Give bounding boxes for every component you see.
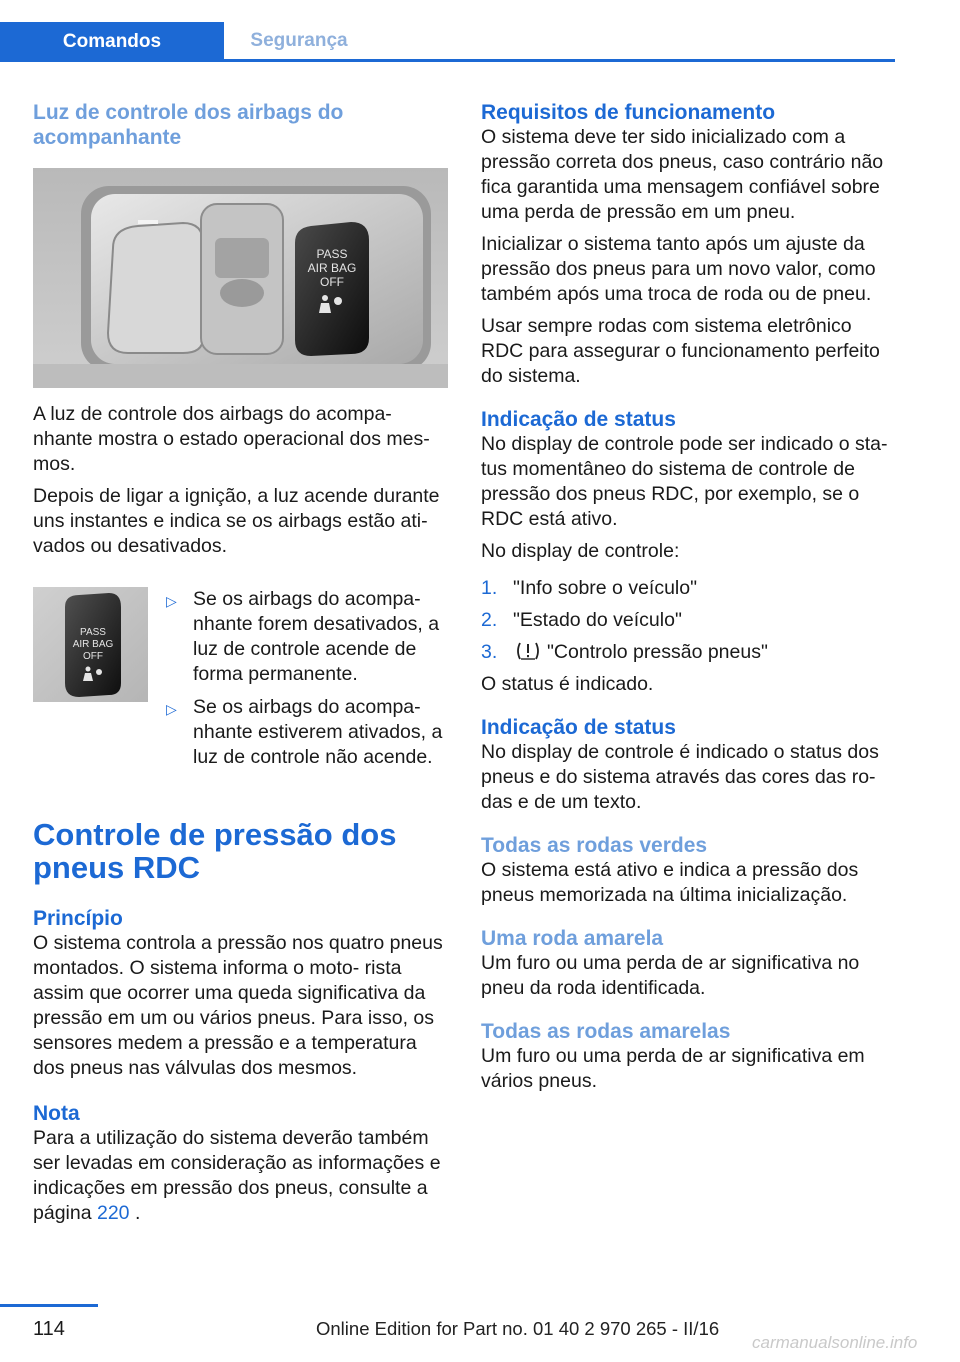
- status-heading-2: Indicação de status: [481, 716, 676, 739]
- tab-comandos[interactable]: Comandos: [0, 22, 224, 62]
- list-item: [481, 576, 899, 601]
- status2-p1: No display de controle é indicado o status dos pneus e do sistema através das cores das ro‐ das e de um texto.: [481, 741, 879, 813]
- principle-heading: Princípio: [33, 907, 123, 930]
- airbag-off-thumbnail: [33, 587, 148, 702]
- airbag-light-p1: A luz de controle dos airbags do acompa‐ nhante mostra o estado operacional dos mes‐ mos.: [33, 403, 430, 475]
- step-text: "Info sobre o veículo": [513, 577, 698, 599]
- all-yellow-wheels-heading: Todas as rodas amarelas: [481, 1020, 731, 1043]
- triangle-bullet-icon: ▷: [166, 593, 177, 609]
- requirements-heading: Requisitos de funcionamento: [481, 101, 776, 124]
- one-yellow-wheel-text: Um furo ou uma perda de ar significativa no pneu da roda identificada.: [481, 952, 860, 999]
- photo-label-line2: AIR BAG: [307, 261, 357, 275]
- watermark: carmanualsonline.info: [752, 1333, 918, 1352]
- triangle-bullet-icon: ▷: [166, 701, 177, 717]
- tire-pressure-warning-icon: [515, 641, 541, 661]
- note-text: [33, 1126, 448, 1226]
- note-text-end: .: [129, 1202, 141, 1224]
- page-number: 114: [33, 1318, 65, 1340]
- green-wheels-text: O sistema está ativo e indica a pressão dos pneus memorizada na última inicialização.: [481, 859, 859, 906]
- step-number: 3.: [481, 641, 498, 663]
- status1-p2: No display de controle:: [481, 540, 680, 562]
- airbag-switch-photo: [33, 168, 448, 388]
- airbag-light-heading: Luz de controle dos airbags do acompanhante: [33, 101, 344, 149]
- list-item: [481, 640, 899, 665]
- left-column: [33, 100, 448, 1233]
- airbag-status-bullets: [166, 587, 448, 778]
- note-heading: Nota: [33, 1102, 80, 1125]
- photo-label-line1: PASS: [316, 247, 348, 261]
- right-column: [481, 100, 899, 1101]
- step-number: 2.: [481, 609, 498, 631]
- edition-note: Online Edition for Part no. 01 40 2 970 265 - II/16: [316, 1318, 720, 1339]
- requirements-p3: Usar sempre rodas com sistema eletrônico RDC para assegurar o funcionamento perfeito do sistema.: [481, 315, 880, 387]
- bullet-text: Se os airbags do acompa‐ nhante estiverem ativados, a luz de controle não acende.: [193, 696, 443, 768]
- step-text: "Controlo pressão pneus": [547, 641, 768, 663]
- list-item: [166, 695, 448, 770]
- step-text: "Estado do veículo": [513, 609, 682, 631]
- thumb-label-line2: AIR BAG: [72, 639, 114, 650]
- list-item: [481, 608, 899, 633]
- all-yellow-wheels-text: Um furo ou uma perda de ar significativa em vários pneus.: [481, 1045, 865, 1092]
- principle-text: O sistema controla a pressão nos quatro pneus montados. O sistema informa o moto‐ rista assim que ocorrer uma queda significativa da pressão em um ou vários pneus. Para isso, os sensores medem a pressão e a temperatura dos pneus nas válvulas dos mesmos.: [33, 932, 443, 1079]
- green-wheels-heading: Todas as rodas verdes: [481, 834, 708, 857]
- step-number: 1.: [481, 577, 498, 599]
- status-heading-1: Indicação de status: [481, 408, 676, 431]
- chapter-tabs: [0, 22, 895, 62]
- header-rule: [0, 59, 895, 62]
- airbag-light-p2: Depois de ligar a ignição, a luz acende durante uns instantes e indica se os airbags estão ati‐ vados ou desativados.: [33, 485, 440, 557]
- note-text-main: Para a utilização do sistema deverão também ser levadas em consideração as informações e indicações em pressão dos pneus, consulte a página: [33, 1127, 441, 1224]
- page-link[interactable]: 220: [96, 1202, 130, 1224]
- requirements-p1: O sistema deve ter sido inicializado com a pressão correta dos pneus, caso contrário não fica garantida uma mensagem confiável sobre uma perda de pressão em um pneu.: [481, 126, 884, 223]
- status1-p1: No display de controle pode ser indicado o sta‐ tus momentâneo do sistema de controle de pressão dos pneus RDC, por exemplo, se o RDC está ativo.: [481, 433, 888, 530]
- thumb-label-line3: OFF: [83, 651, 103, 662]
- bullet-text: Se os airbags do acompa‐ nhante forem desativados, a luz de controle acende de forma permanente.: [193, 588, 440, 685]
- footer-rule: [0, 1304, 98, 1307]
- steps-list: [481, 576, 899, 665]
- list-item: [166, 587, 448, 687]
- photo-label-line3: OFF: [320, 275, 344, 289]
- rdc-section-title: Controle de pressão dos pneus RDC: [33, 817, 397, 885]
- thumb-label-line1: PASS: [80, 627, 106, 638]
- tab-seguranca[interactable]: Segurança: [250, 29, 348, 51]
- requirements-p2: Inicializar o sistema tanto após um ajuste da pressão dos pneus para um novo valor, como também após uma troca de roda ou de pneu.: [481, 233, 876, 305]
- airbag-status-row: [33, 587, 448, 778]
- one-yellow-wheel-heading: Uma roda amarela: [481, 927, 664, 950]
- status1-p3: O status é indicado.: [481, 673, 654, 695]
